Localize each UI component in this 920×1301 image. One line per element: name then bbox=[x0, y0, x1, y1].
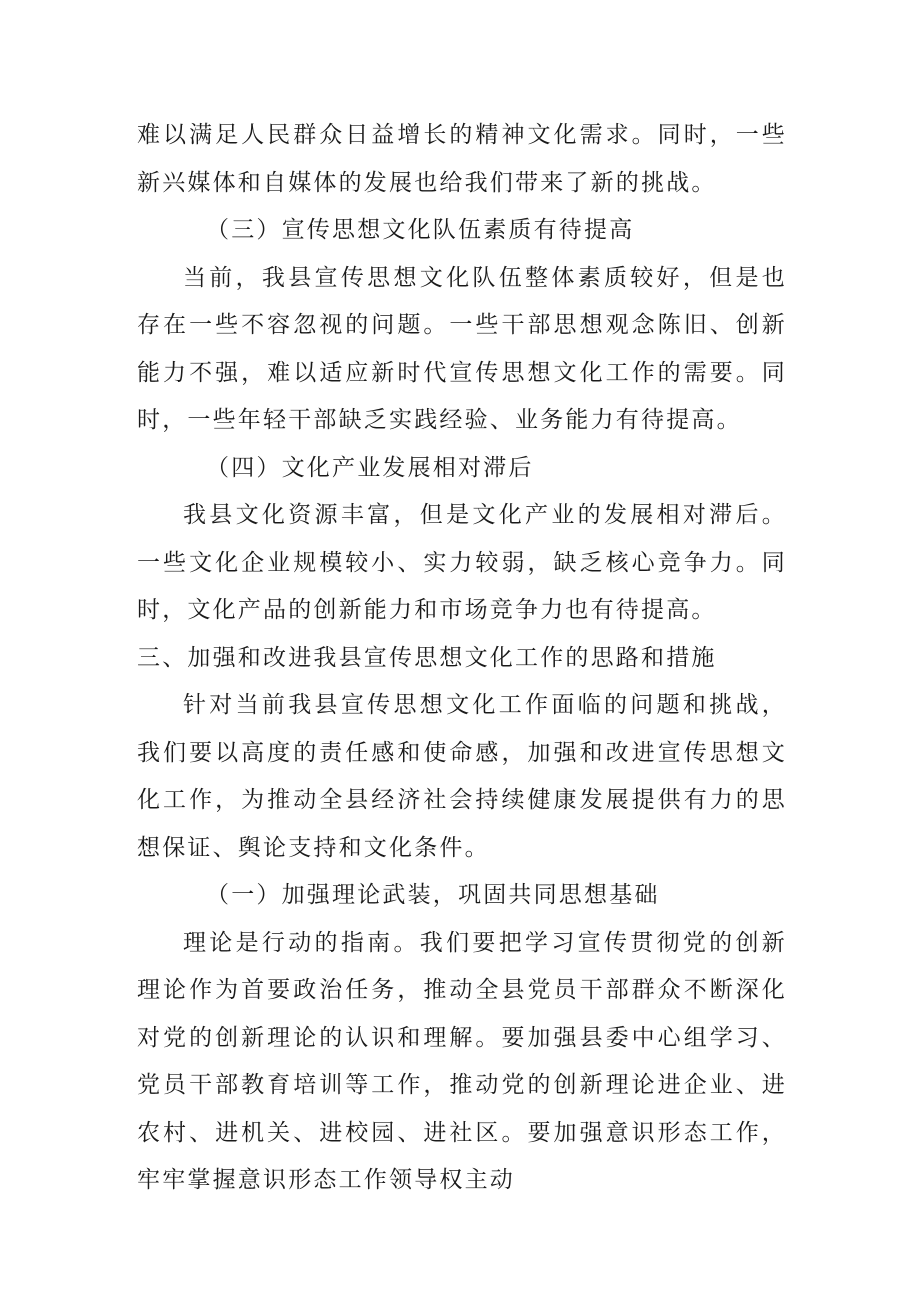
sub-heading-4: （四）文化产业发展相对滞后 bbox=[206, 454, 534, 481]
paragraph-continuation: 难以满足人民群众日益增长的精神文化需求。同时，一些新兴媒体和自媒体的发展也给我们带来了新的挑战。 bbox=[137, 122, 787, 196]
paragraph-theory: 理论是行动的指南。我们要把学习宣传贯彻党的创新理论作为首要政治任务，推动全县党员干部群众不断深化对党的创新理论的认识和理解。要加强县委中心组学习、党员干部教育培训等工作，推动党的创新理论进企业、进农村、进机关、进校园、进社区。要加强意识形态工作，牢牢掌握意识形态工作领导权主动 bbox=[137, 929, 787, 1193]
document-page bbox=[137, 112, 787, 1205]
sub-heading-3: （三）宣传思想文化队伍素质有待提高 bbox=[206, 217, 635, 243]
paragraph-culture-industry: 我县文化资源丰富，但是文化产业的发展相对滞后。一些文化企业规模较小、实力较弱，缺乏核心竞争力。同时，文化产品的创新能力和市场竞争力也有待提高。 bbox=[137, 502, 787, 623]
paragraph-measures-intro: 针对当前我县宣传思想文化工作面临的问题和挑战，我们要以高度的责任感和使命感，加强和改进宣传思想文化工作，为推动全县经济社会持续健康发展提供有力的思想保证、舆论支持和文化条件。 bbox=[137, 692, 787, 861]
section-heading-3: 三、加强和改进我县宣传思想文化工作的思路和措施 bbox=[137, 644, 717, 671]
sub-heading-1: （一）加强理论武装，巩固共同思想基础 bbox=[206, 882, 660, 908]
paragraph-team-quality: 当前，我县宣传思想文化队伍整体素质较好，但是也存在一些不容忽视的问题。一些干部思想观念陈旧、创新能力不强，难以适应新时代宣传思想文化工作的需要。同时，一些年轻干部缺乏实践经验、业务能力有待提高。 bbox=[137, 264, 787, 433]
